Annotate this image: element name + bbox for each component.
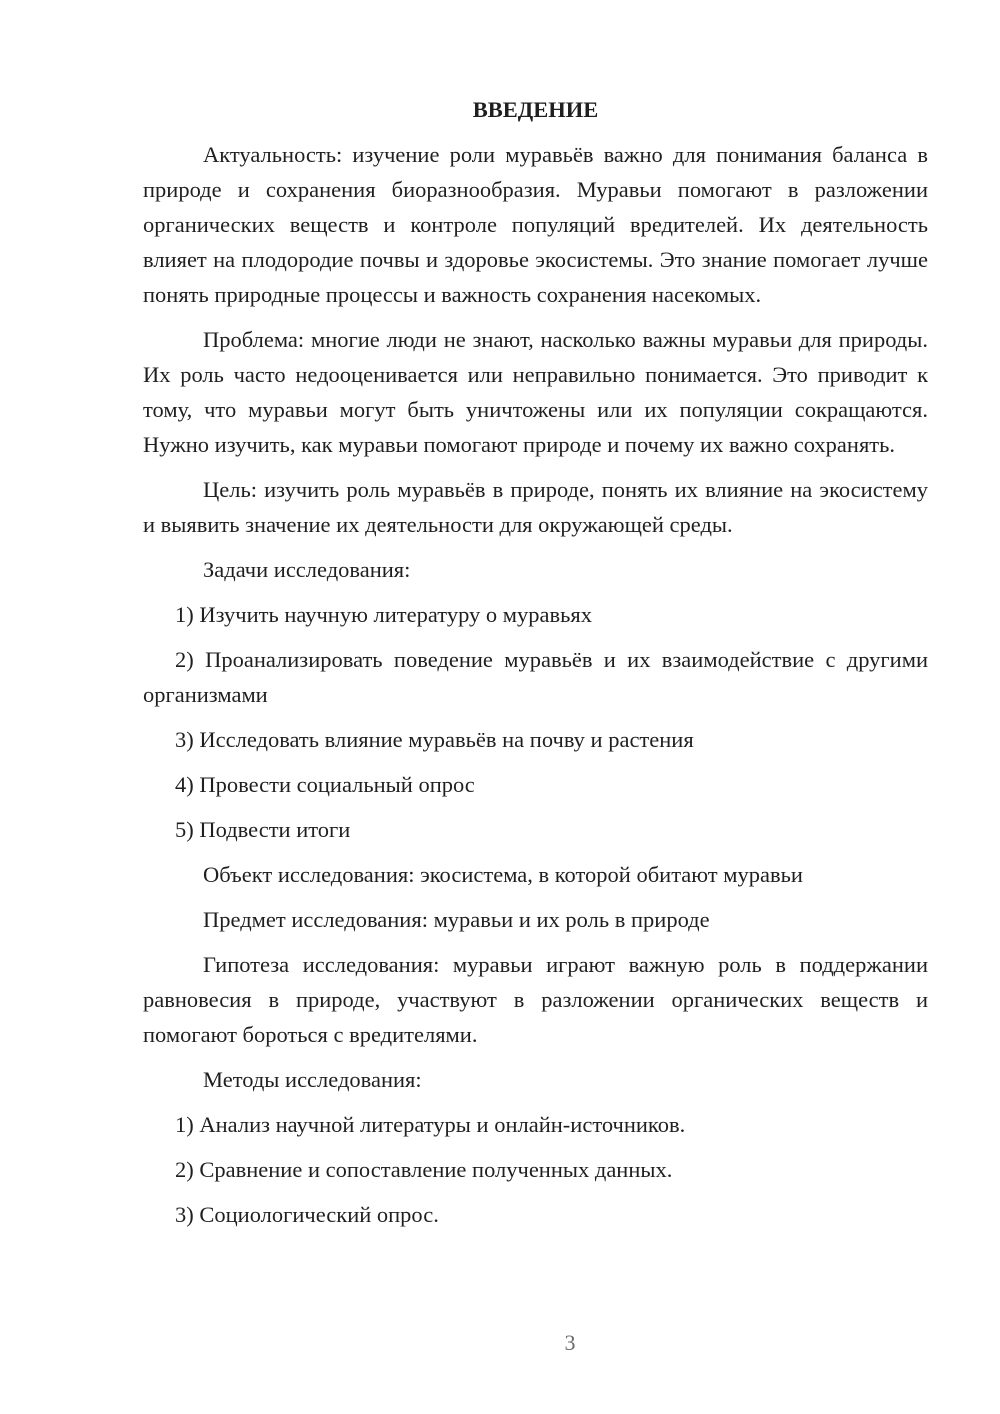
section-heading: ВВЕДЕНИЕ bbox=[472, 97, 599, 122]
task-item-5: 5) Подвести итоги bbox=[175, 817, 351, 842]
task-item-1: 1) Изучить научную литературу о муравьях bbox=[175, 602, 592, 627]
relevance-paragraph: Актуальность: изучение роли муравьёв важно для понимания баланса в природе и сохранения биоразнообразия. Муравьи помогают в разложении органических веществ и контроле популяций вредителей. Их деятельность влияет на плодородие почвы и здоровье экосистемы. Это знание помогает лучше понять природные процессы и важность сохранения насекомых. bbox=[143, 142, 928, 307]
page-number: 3 bbox=[564, 1330, 576, 1355]
research-subject: Предмет исследования: муравьи и их роль в природе bbox=[203, 907, 710, 932]
task-item-4: 4) Провести социальный опрос bbox=[175, 772, 475, 797]
method-item-3: 3) Социологический опрос. bbox=[175, 1202, 439, 1227]
tasks-title: Задачи исследования: bbox=[203, 557, 411, 582]
goal-paragraph: Цель: изучить роль муравьёв в природе, понять их влияние на экосистему и выявить значение их деятельности для окружающей среды. bbox=[143, 477, 928, 537]
problem-paragraph: Проблема: многие люди не знают, насколько важны муравьи для природы. Их роль часто недооценивается или неправильно понимается. Это приводит к тому, что муравьи могут быть уничтожены или их популяции сокращаются. Нужно изучить, как муравьи помогают природе и почему их важно сохранять. bbox=[143, 327, 928, 457]
research-object: Объект исследования: экосистема, в которой обитают муравьи bbox=[203, 862, 803, 887]
methods-title: Методы исследования: bbox=[203, 1067, 422, 1092]
task-item-3: 3) Исследовать влияние муравьёв на почву и растения bbox=[175, 727, 694, 752]
method-item-1: 1) Анализ научной литературы и онлайн-источников. bbox=[175, 1112, 686, 1137]
method-item-2: 2) Сравнение и сопоставление полученных данных. bbox=[175, 1157, 673, 1182]
hypothesis-paragraph: Гипотеза исследования: муравьи играют важную роль в поддержании равновесия в природе, участвуют в разложении органических веществ и помогают бороться с вредителями. bbox=[143, 952, 928, 1047]
task-item-2: 2) Проанализировать поведение муравьёв и их взаимодействие с другими организмами bbox=[143, 647, 928, 707]
page-content bbox=[143, 92, 928, 1242]
